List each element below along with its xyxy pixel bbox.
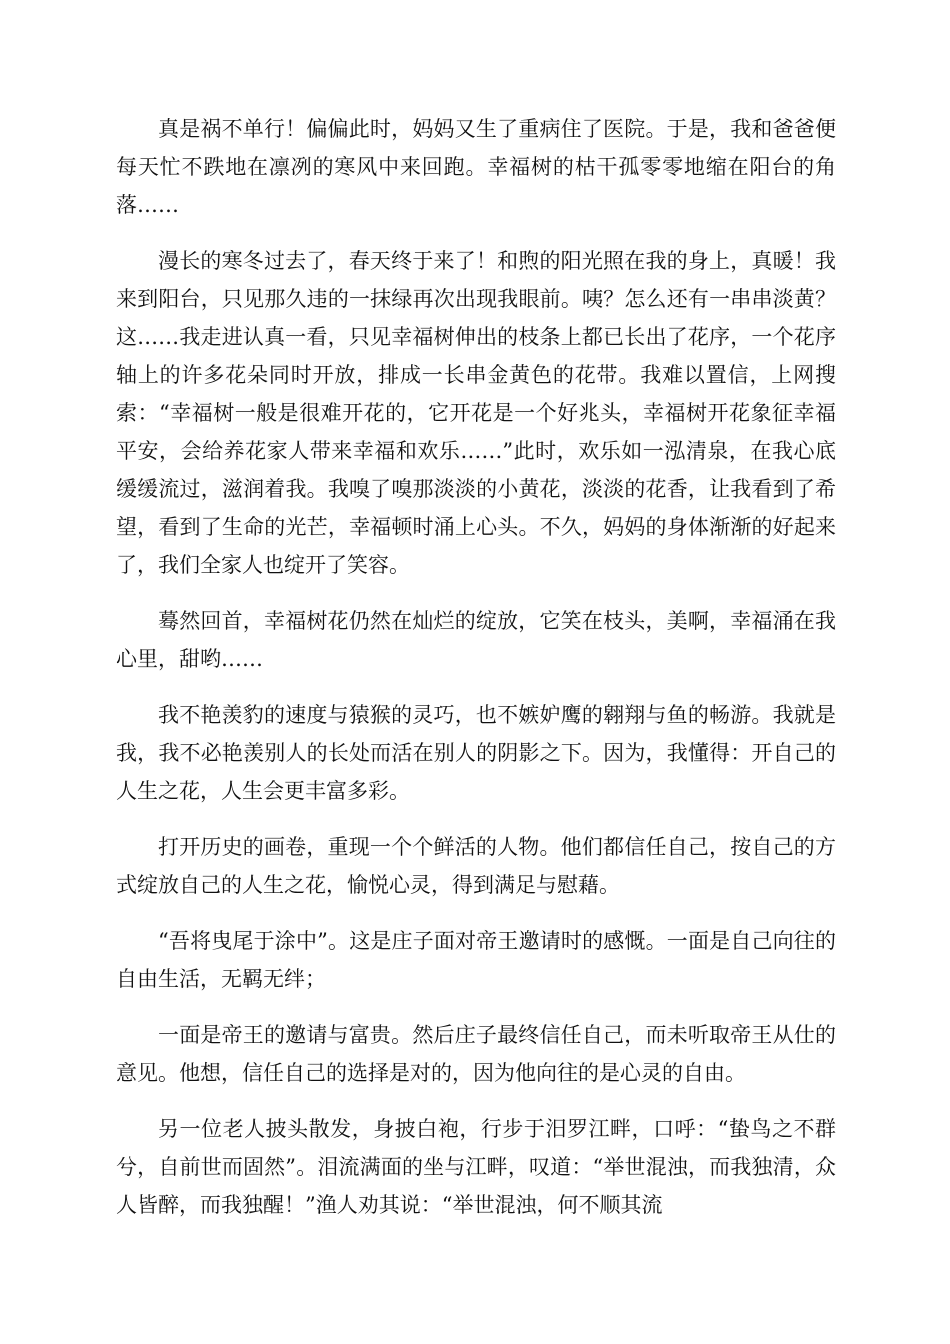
document-page [116,110,836,1242]
paragraph-7: 一面是帝王的邀请与富贵。然后庄子最终信任自己，而未听取帝王从仕的意见。他想，信任自己的选择是对的，因为他向往的是心灵的自由。 [116,1023,836,1085]
paragraph-3: 蓦然回首，幸福树花仍然在灿烂的绽放，它笑在枝头，美啊，幸福涌在我心里，甜哟…… [116,609,836,671]
paragraph-1: 真是祸不单行！偏偏此时，妈妈又生了重病住了医院。于是，我和爸爸便每天忙不跌地在凛冽的寒风中来回跑。幸福树的枯干孤零零地缩在阳台的角落…… [116,117,836,217]
paragraph-8: 另一位老人披头散发，身披白袍，行步于汨罗江畔，口呼：“蛰鸟之不群兮，自前世而固然”。泪流满面的坐与江畔，叹道：“举世混浊，而我独清，众人皆醉，而我独醒！”渔人劝其说：“举世混浊，何不顺其流 [116,1117,836,1217]
paragraph-4: 我不艳羡豹的速度与猿猴的灵巧，也不嫉妒鹰的翱翔与鱼的畅游。我就是我，我不必艳羡别人的长处而活在别人的阴影之下。因为，我懂得：开自己的人生之花，人生会更丰富多彩。 [116,703,836,803]
paragraph-5: 打开历史的画卷，重现一个个鲜活的人物。他们都信任自己，按自己的方式绽放自己的人生之花，愉悦心灵，得到满足与慰藉。 [116,835,836,897]
paragraph-2: 漫长的寒冬过去了，春天终于来了！和煦的阳光照在我的身上，真暖！我来到阳台，只见那久违的一抹绿再次出现我眼前。咦？怎么还有一串串淡黄？这……我走进认真一看，只见幸福树伸出的枝条上都已长出了花序，一个花序轴上的许多花朵同时开放，排成一长串金黄色的花带。我难以置信，上网搜索：“幸福树一般是很难开花的，它开花是一个好兆头，幸福树开花象征幸福平安，会给养花家人带来幸福和欢乐……”此时，欢乐如一泓清泉，在我心底缓缓流过，滋润着我。我嗅了嗅那淡淡的小黄花，淡淡的花香，让我看到了希望，看到了生命的光芒，幸福顿时涌上心头。不久，妈妈的身体渐渐的好起来了，我们全家人也绽开了笑容。 [116,249,836,577]
paragraph-6: “吾将曳尾于涂中”。这是庄子面对帝王邀请时的感慨。一面是自己向往的自由生活，无羁无绊； [116,929,836,991]
